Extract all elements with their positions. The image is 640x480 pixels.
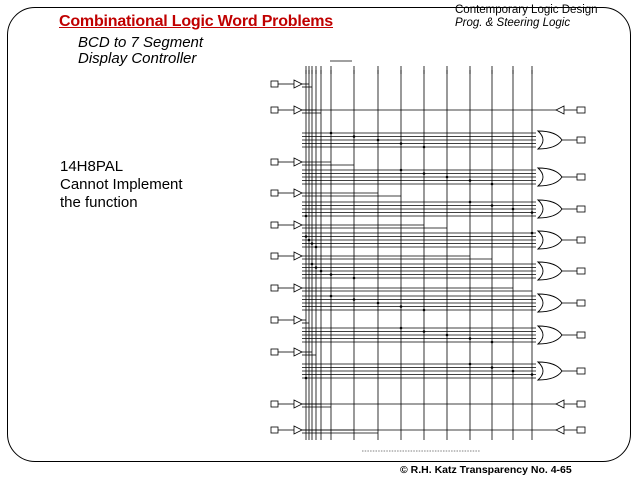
output-pin <box>577 206 585 212</box>
output-buffer <box>556 400 564 408</box>
fuse-dot <box>469 363 472 366</box>
fuse-dot <box>469 201 472 204</box>
fuse-dot <box>469 179 472 182</box>
subtitle-line-1: BCD to 7 Segment <box>78 34 204 51</box>
fuse-dot <box>353 277 356 280</box>
fuse-dot <box>330 132 333 135</box>
output-pin <box>577 107 585 113</box>
output-pin <box>577 137 585 143</box>
fuse-dot <box>423 309 426 312</box>
input-pin <box>271 349 278 355</box>
fuse-dot <box>311 263 314 266</box>
fuse-dot <box>512 370 515 373</box>
output-pin <box>577 174 585 180</box>
input-pin <box>271 159 278 165</box>
or-gate <box>538 262 562 280</box>
fuse-dot <box>308 239 311 242</box>
output-pin <box>577 368 585 374</box>
fuse-dot <box>305 377 308 380</box>
fuse-dot <box>400 169 403 172</box>
or-gate <box>538 168 562 186</box>
input-pin <box>271 401 278 407</box>
fuse-dot <box>446 176 449 179</box>
fuse-dot <box>491 204 494 207</box>
output-pin <box>577 268 585 274</box>
note-line-3: the function <box>60 194 138 211</box>
fuse-dot <box>377 302 380 305</box>
slide-title: Combinational Logic Word Problems <box>59 13 334 30</box>
course-topic: Prog. & Steering Logic <box>455 17 571 29</box>
output-pin <box>577 332 585 338</box>
slide-footer: © R.H. Katz Transparency No. 4-65 <box>400 464 572 476</box>
fuse-dot <box>531 373 534 376</box>
fuse-dot <box>512 208 515 211</box>
input-buffer <box>294 189 302 197</box>
fuse-dot <box>315 266 318 269</box>
or-gate <box>538 131 562 149</box>
fuse-dot <box>531 232 534 235</box>
input-buffer <box>294 348 302 356</box>
or-gate <box>538 326 562 344</box>
input-pin <box>271 253 278 259</box>
or-gate <box>538 231 562 249</box>
input-buffer <box>294 221 302 229</box>
input-buffer <box>294 426 302 434</box>
fuse-dot <box>311 242 314 245</box>
fuse-dot <box>531 211 534 214</box>
output-pin <box>577 237 585 243</box>
fuse-dot <box>315 246 318 249</box>
or-gate <box>538 362 562 380</box>
input-pin <box>271 81 278 87</box>
fuse-dot <box>491 366 494 369</box>
fuse-dot <box>330 273 333 276</box>
input-buffer <box>294 106 302 114</box>
fuse-dot <box>400 327 403 330</box>
fuse-dot <box>353 298 356 301</box>
fuse-dot <box>353 135 356 138</box>
input-buffer <box>294 316 302 324</box>
output-pin <box>577 401 585 407</box>
subtitle-line-2: Display Controller <box>78 50 197 67</box>
fuse-dot <box>469 337 472 340</box>
output-buffer <box>556 106 564 114</box>
fuse-dot <box>377 139 380 142</box>
fuse-dot <box>491 183 494 186</box>
fuse-dot <box>423 172 426 175</box>
input-buffer <box>294 252 302 260</box>
input-pin <box>271 317 278 323</box>
input-pin <box>271 222 278 228</box>
input-buffer <box>294 80 302 88</box>
or-gate <box>538 294 562 312</box>
output-pin <box>577 300 585 306</box>
fuse-dot <box>400 305 403 308</box>
output-pin <box>577 427 585 433</box>
input-pin <box>271 190 278 196</box>
fuse-dot <box>305 235 308 238</box>
note-line-2: Cannot Implement <box>60 176 183 193</box>
input-buffer <box>294 284 302 292</box>
fuse-dot <box>491 341 494 344</box>
input-buffer <box>294 158 302 166</box>
output-buffer <box>556 426 564 434</box>
fuse-dot <box>320 270 323 273</box>
input-pin <box>271 427 278 433</box>
fuse-dot <box>446 334 449 337</box>
input-pin <box>271 285 278 291</box>
fuse-dot <box>330 295 333 298</box>
input-pin <box>271 107 278 113</box>
note-line-1: 14H8PAL <box>60 158 124 175</box>
fuse-dot <box>400 142 403 145</box>
fuse-dot <box>305 215 308 218</box>
fuse-dot <box>423 330 426 333</box>
fuse-dot <box>423 146 426 149</box>
course-name: Contemporary Logic Design <box>455 4 598 16</box>
or-gate <box>538 200 562 218</box>
input-buffer <box>294 400 302 408</box>
